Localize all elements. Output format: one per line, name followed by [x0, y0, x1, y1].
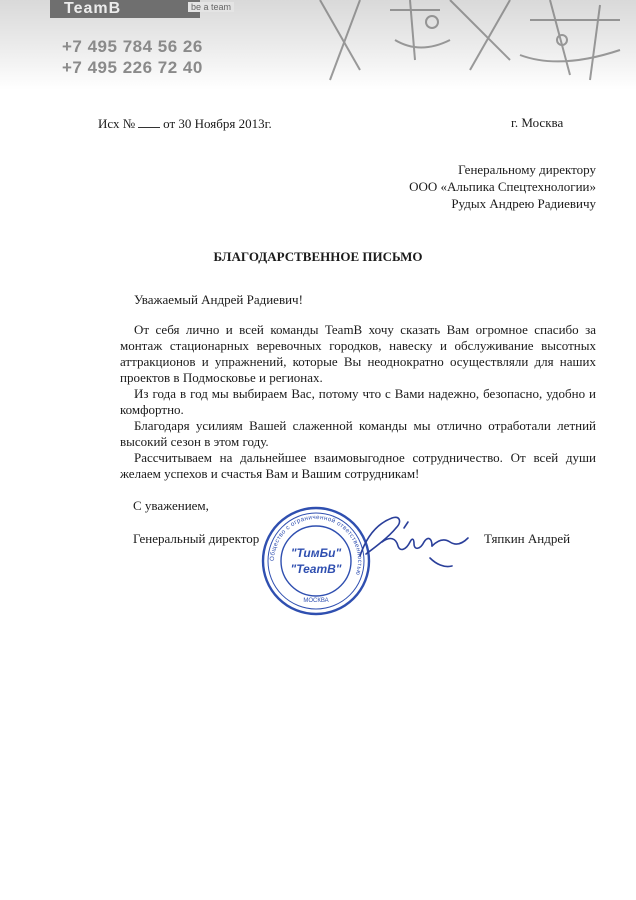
ref-prefix: Исх № [98, 116, 136, 131]
letterhead [0, 0, 636, 90]
ref-date: от 30 Ноября 2013г. [163, 116, 272, 131]
phone-number-1: +7 495 784 56 26 [62, 37, 203, 56]
greeting: Уважаемый Андрей Радиевич! [134, 292, 303, 307]
addressee-line: Генеральному директору [458, 162, 596, 177]
seal-ring-text: Общество с ограниченной ответственностью [268, 513, 364, 577]
seal-name-ru: "ТимБи" [290, 546, 342, 560]
addressee-line: Рудых Андрею Радиевичу [451, 196, 596, 211]
rope-park-decoration [300, 0, 636, 90]
ref-number-blank [138, 115, 160, 128]
seal-city: МОСКВА [303, 598, 329, 604]
seal-name-en: "TeamB" [290, 562, 342, 576]
signer-name: Тяпкин Андрей [484, 531, 571, 546]
letter-title: БЛАГОДАРСТВЕННОЕ ПИСЬМО [213, 249, 423, 264]
body-paragraph: Из года в год мы выбираем Вас, потому что с Вами надежно, безопасно, удобно и комфортно. [120, 386, 596, 417]
letter-body [120, 292, 596, 482]
phone-number-2: +7 495 226 72 40 [62, 58, 203, 77]
city: г. Москва [511, 115, 564, 130]
outgoing-reference [98, 115, 272, 132]
body-paragraph: Благодаря усилиям Вашей слаженной команды мы отлично отработали летний высокий сезон в этом году. [120, 418, 596, 449]
addressee-block [409, 161, 596, 212]
closing: С уважением, [133, 498, 209, 513]
handwritten-signature [352, 508, 472, 580]
teamb-logo: TeamB [50, 0, 200, 18]
signer-position: Генеральный директор [133, 531, 260, 546]
body-paragraph: Рассчитываем на дальнейшее взаимовыгодное сотрудничество. От всей души желаем успехов и счастья Вам и Вашим сотрудникам! [120, 450, 596, 481]
body-paragraph: От себя лично и всей команды TeamB хочу сказать Вам огромное спасибо за монтаж стационарных веревочных городков, навеску и обслуживание высотных аттракционов и упражнений, которые Вы неоднократно осуществляли для наших проектов в Подмосковье и регионах. [120, 322, 596, 385]
logo-slogan: be a team [188, 2, 234, 12]
addressee-line: ООО «Альпика Спецтехнологии» [409, 179, 596, 194]
